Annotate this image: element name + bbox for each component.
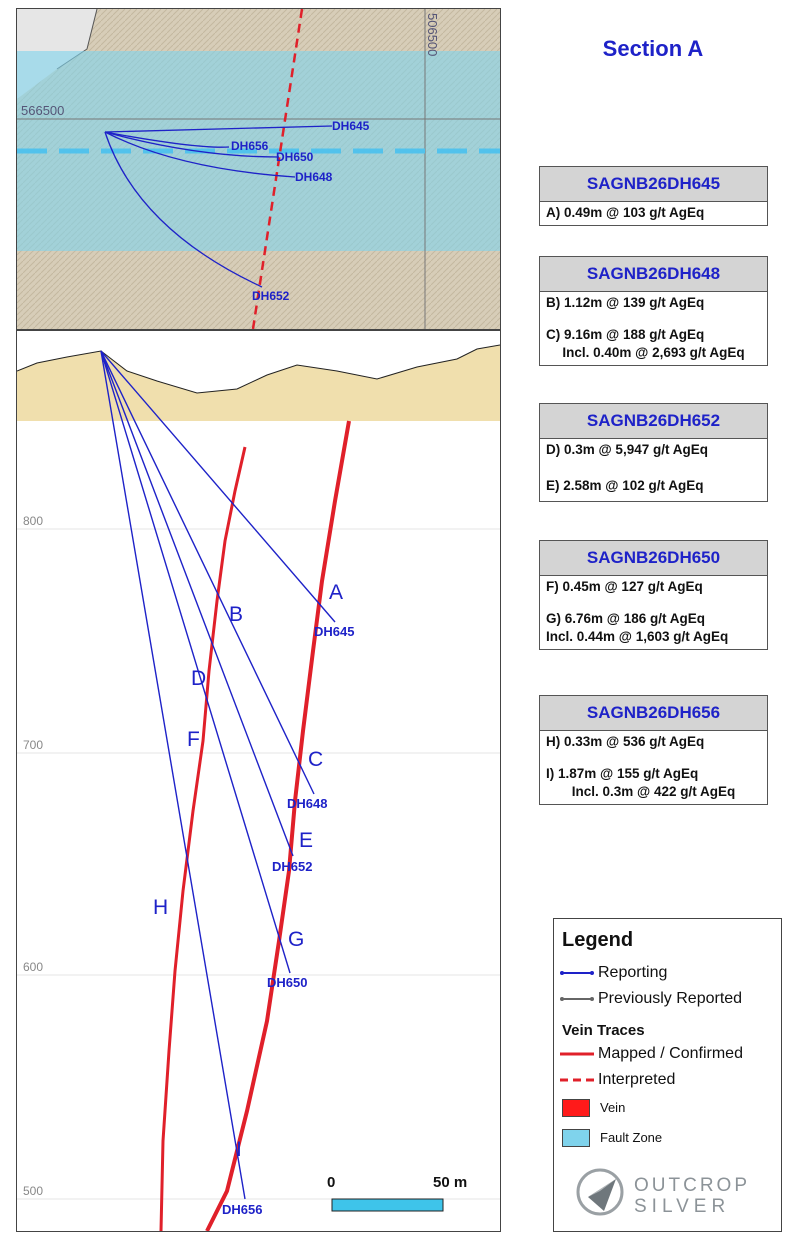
- outcrop-logo-icon: [574, 1167, 628, 1217]
- interpreted-swatch: [560, 1075, 594, 1085]
- section-label-dh652: DH652: [272, 859, 313, 874]
- result-box-dh656: [539, 695, 768, 805]
- northing-label: 566500: [21, 103, 65, 118]
- vein-trace-east: [207, 421, 349, 1231]
- plan-label-dh648: DH648: [295, 170, 333, 184]
- easting-label: 506500: [425, 13, 440, 57]
- result-box-dh645: [539, 166, 768, 226]
- section-title: Section A: [602, 36, 704, 61]
- logo-text-outcrop: OUTCROP: [634, 1175, 750, 1196]
- intercept-h: H: [153, 896, 169, 919]
- legend-fault-zone: Fault Zone: [600, 1130, 663, 1145]
- fault-zone-swatch: [562, 1129, 590, 1147]
- legend: [553, 918, 782, 1232]
- plan-label-dh645: DH645: [332, 119, 370, 133]
- legend-vein: Vein: [600, 1100, 626, 1115]
- legend-reporting: Reporting: [598, 964, 668, 981]
- result-line: C) 9.16m @ 188 g/t AgEq: [546, 327, 705, 342]
- section-label-dh650: DH650: [267, 975, 308, 990]
- result-line: Incl. 0.40m @ 2,693 g/t AgEq: [562, 345, 745, 360]
- legend-vein-traces: Vein Traces: [562, 1022, 645, 1039]
- result-line: A) 0.49m @ 103 g/t AgEq: [546, 205, 705, 220]
- plan-label-dh652: DH652: [252, 289, 290, 303]
- legend-interpreted: Interpreted: [598, 1071, 676, 1088]
- scale-bar-start: 0: [327, 1174, 336, 1191]
- cross-section: [16, 330, 501, 1232]
- result-line: B) 1.12m @ 139 g/t AgEq: [546, 295, 705, 310]
- section-label-dh645: DH645: [314, 624, 355, 639]
- result-line: D) 0.3m @ 5,947 g/t AgEq: [546, 442, 708, 457]
- elevation-label-500: 500: [23, 1184, 44, 1198]
- elevation-gridlines: [17, 529, 500, 1199]
- result-line: G) 6.76m @ 186 g/t AgEq: [546, 611, 705, 626]
- intercept-i: I: [236, 1138, 242, 1161]
- legend-title: Legend: [562, 929, 634, 951]
- scale-bar: [332, 1199, 443, 1211]
- result-line: E) 2.58m @ 102 g/t AgEq: [546, 478, 704, 493]
- intercept-a: A: [329, 581, 344, 604]
- elevation-label-600: 600: [23, 960, 44, 974]
- section-trace-dh656: [101, 351, 245, 1199]
- vein-swatch: [562, 1099, 590, 1117]
- result-hole-name: SAGNB26DH652: [540, 404, 767, 439]
- intercept-g: G: [288, 928, 305, 951]
- intercept-e: E: [299, 829, 314, 852]
- result-box-dh648: [539, 256, 768, 366]
- reporting-swatch: [560, 967, 594, 979]
- section-label-dh656: DH656: [222, 1202, 263, 1217]
- elevation-label-700: 700: [23, 738, 44, 752]
- result-hole-name: SAGNB26DH656: [540, 696, 767, 731]
- elevation-label-800: 800: [23, 514, 44, 528]
- intercept-c: C: [308, 748, 324, 771]
- scale-bar-end: 50 m: [433, 1174, 468, 1191]
- result-box-dh652: [539, 403, 768, 502]
- result-line: I) 1.87m @ 155 g/t AgEq: [546, 766, 699, 781]
- plan-label-dh650: DH650: [276, 150, 314, 164]
- plan-label-dh656: DH656: [231, 139, 269, 153]
- result-hole-name: SAGNB26DH645: [540, 167, 767, 202]
- result-box-dh650: [539, 540, 768, 650]
- result-line: Incl. 0.44m @ 1,603 g/t AgEq: [546, 629, 729, 644]
- plan-map: [16, 8, 501, 330]
- legend-previously-reported: Previously Reported: [598, 990, 743, 1007]
- intercept-f: F: [187, 728, 200, 751]
- intercept-b: B: [229, 603, 244, 626]
- result-line: F) 0.45m @ 127 g/t AgEq: [546, 579, 703, 594]
- previously-reported-swatch: [560, 993, 594, 1005]
- result-line: H) 0.33m @ 536 g/t AgEq: [546, 734, 705, 749]
- legend-mapped: Mapped / Confirmed: [598, 1045, 743, 1062]
- result-hole-name: SAGNB26DH648: [540, 257, 767, 292]
- topography-fill: [17, 345, 500, 421]
- mapped-swatch: [560, 1049, 594, 1059]
- intercept-d: D: [191, 667, 207, 690]
- logo-text-silver: SILVER: [634, 1196, 731, 1217]
- result-hole-name: SAGNB26DH650: [540, 541, 767, 576]
- section-label-dh648: DH648: [287, 796, 328, 811]
- section-trace-dh650: [101, 351, 290, 973]
- result-line: Incl. 0.3m @ 422 g/t AgEq: [571, 784, 736, 799]
